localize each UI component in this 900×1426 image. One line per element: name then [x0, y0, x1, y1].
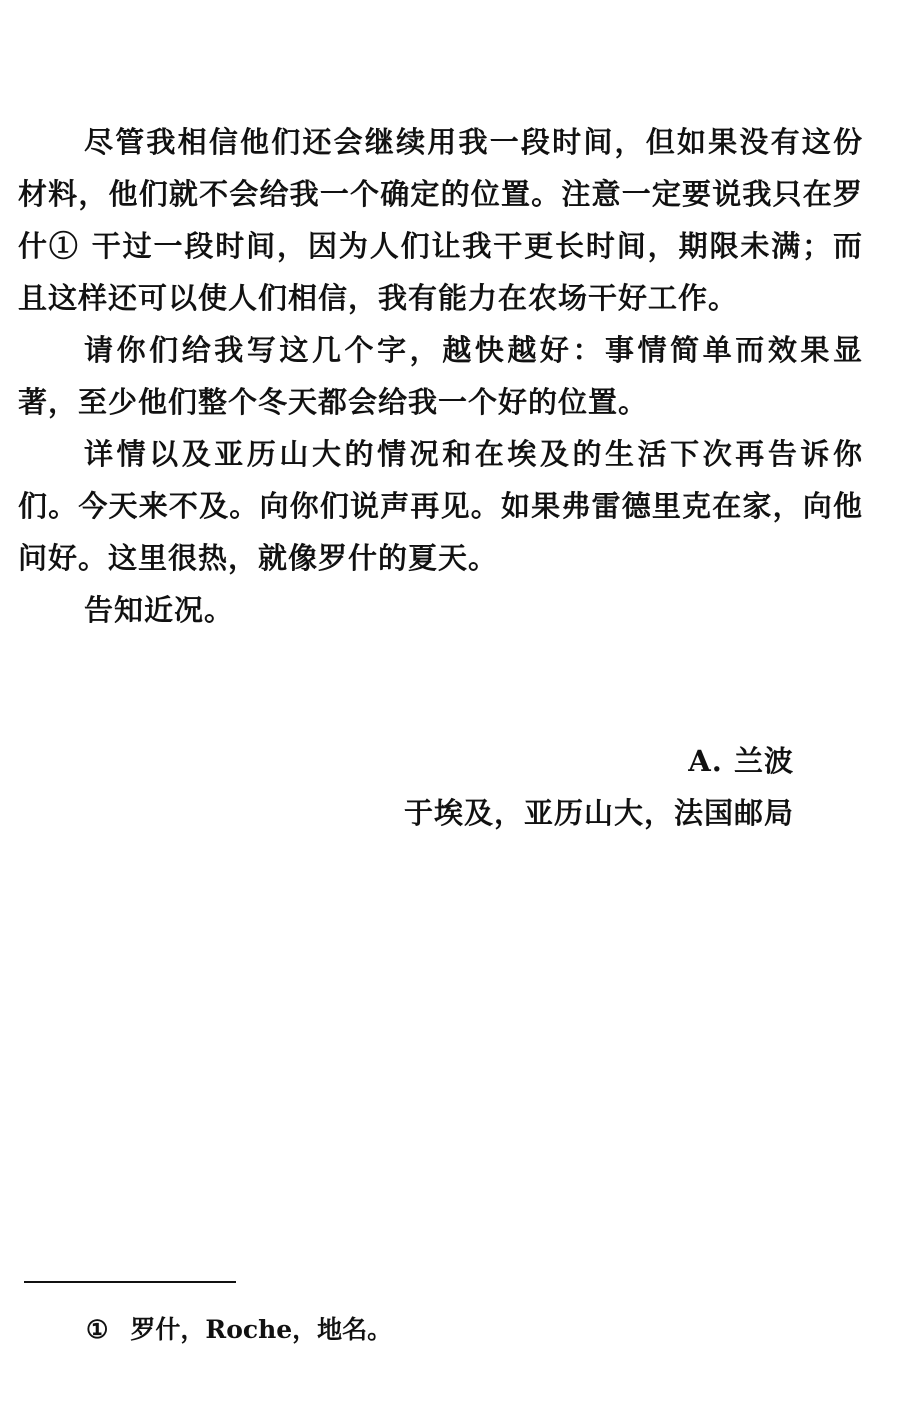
signature-name: A. 兰波 [688, 744, 794, 778]
letter-body [18, 116, 863, 636]
footnote-divider [24, 1281, 236, 1283]
paragraph: 详情以及亚历山大的情况和在埃及的生活下次再告诉你们。今天来不及。向你们说声再见。如果弗雷德里克在家，向他问好。这里很热，就像罗什的夏天。 [18, 437, 863, 575]
paragraph: 告知近况。 [84, 593, 235, 627]
signature-block [404, 735, 794, 839]
footnote-text: 罗什，Roche，地名。 [130, 1315, 393, 1344]
footnote-marker: ① [86, 1315, 109, 1344]
paragraph: 尽管我相信他们还会继续用我一段时间，但如果没有这份材料，他们就不会给我一个确定的位置。注意一定要说我只在罗什① 干过一段时间，因为人们让我干更长时间，期限未满；而且这样还可以使人们相信，我有能力在农场干好工作。 [18, 125, 863, 315]
paragraph: 请你们给我写这几个字，越快越好：事情简单而效果显著，至少他们整个冬天都会给我一个好的位置。 [18, 333, 863, 419]
sender-address: 于埃及，亚历山大，法国邮局 [403, 796, 794, 830]
footnote [86, 1310, 392, 1350]
